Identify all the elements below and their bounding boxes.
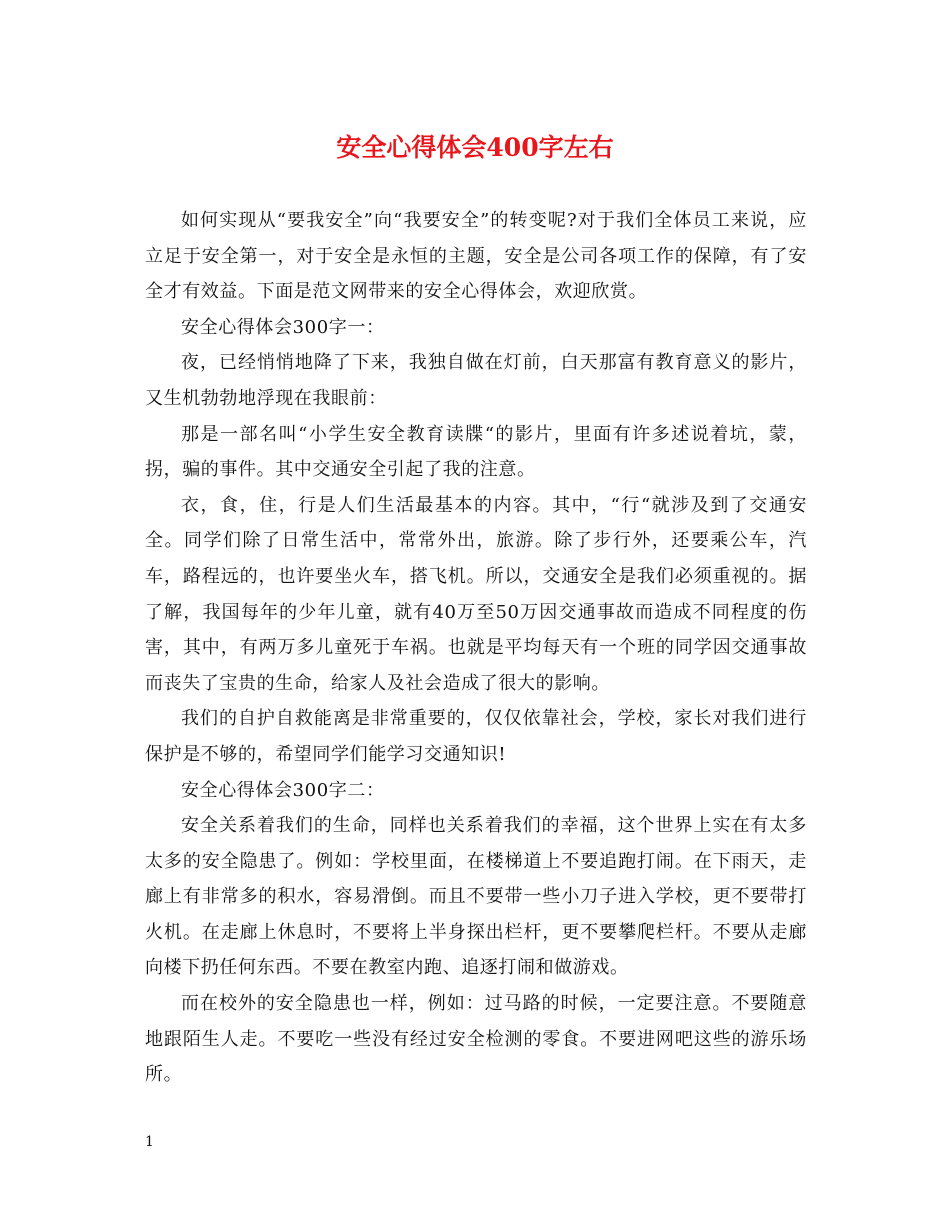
document-title: 安全心得体会400字左右 bbox=[336, 133, 614, 162]
paragraph: 而在校外的安全隐患也一样，例如：过马路的时候，一定要注意。不要随意地跟陌生人走。不要吃一些没有经过安全检测的零食。不要进网吧这些的游乐场所。 bbox=[145, 993, 807, 1086]
paragraph: 安全关系着我们的生命，同样也关系着我们的幸福，这个世界上实在有太多太多的安全隐患了。例如：学校里面，在楼梯道上不要追跑打闹。在下雨天，走廊上有非常多的积水，容易滑倒。而且不要带一些小刀子进入学校，更不要带打火机。在走廊上休息时，不要将上半身探出栏杆，更不要攀爬栏杆。不要从走廊向楼下扔任何东西。不要在教室内跑、追逐打闹和做游戏。 bbox=[145, 815, 807, 979]
section-heading-1: 安全心得体会300字一： bbox=[181, 316, 385, 338]
paragraph: 衣，食，住，行是人们生活最基本的内容。其中，“行“就涉及到了交通安全。同学们除了日常生活中，常常外出，旅游。除了步行外，还要乘公车，汽车，路程远的，也许要坐火车，搭飞机。所以，交通安全是我们必须重视的。据了解，我国每年的少年儿童，就有40万至50万因交通事故而造成不同程度的伤害，其中，有两万多儿童死于车祸。也就是平均每天有一个班的同学因交通事故而丧失了宝贵的生命，给家人及社会造成了很大的影响。 bbox=[145, 494, 807, 694]
page-number: 1 bbox=[145, 1134, 154, 1150]
paragraph: 那是一部名叫“小学生安全教育读牒“的影片，里面有许多述说着坑，蒙，拐，骗的事件。其中交通安全引起了我的注意。 bbox=[145, 423, 807, 481]
paragraph: 我们的自护自救能离是非常重要的，仅仅依靠社会，学校，家长对我们进行保护是不够的，希望同学们能学习交通知识! bbox=[145, 708, 807, 765]
paragraph-intro: 如何实现从“要我安全”向“我要安全”的转变呢?对于我们全体员工来说，应立足于安全第一，对于安全是永恒的主题，安全是公司各项工作的保障，有了安全才有效益。下面是范文网带来的安全心得体会，欢迎欣赏。 bbox=[145, 210, 807, 303]
section-heading-2: 安全心得体会300字二： bbox=[181, 779, 385, 801]
paragraph: 夜，已经悄悄地降了下来，我独自做在灯前，白天那富有教育意义的影片，又生机勃勃地浮现在我眼前： bbox=[145, 352, 807, 409]
document-body bbox=[145, 203, 807, 1093]
